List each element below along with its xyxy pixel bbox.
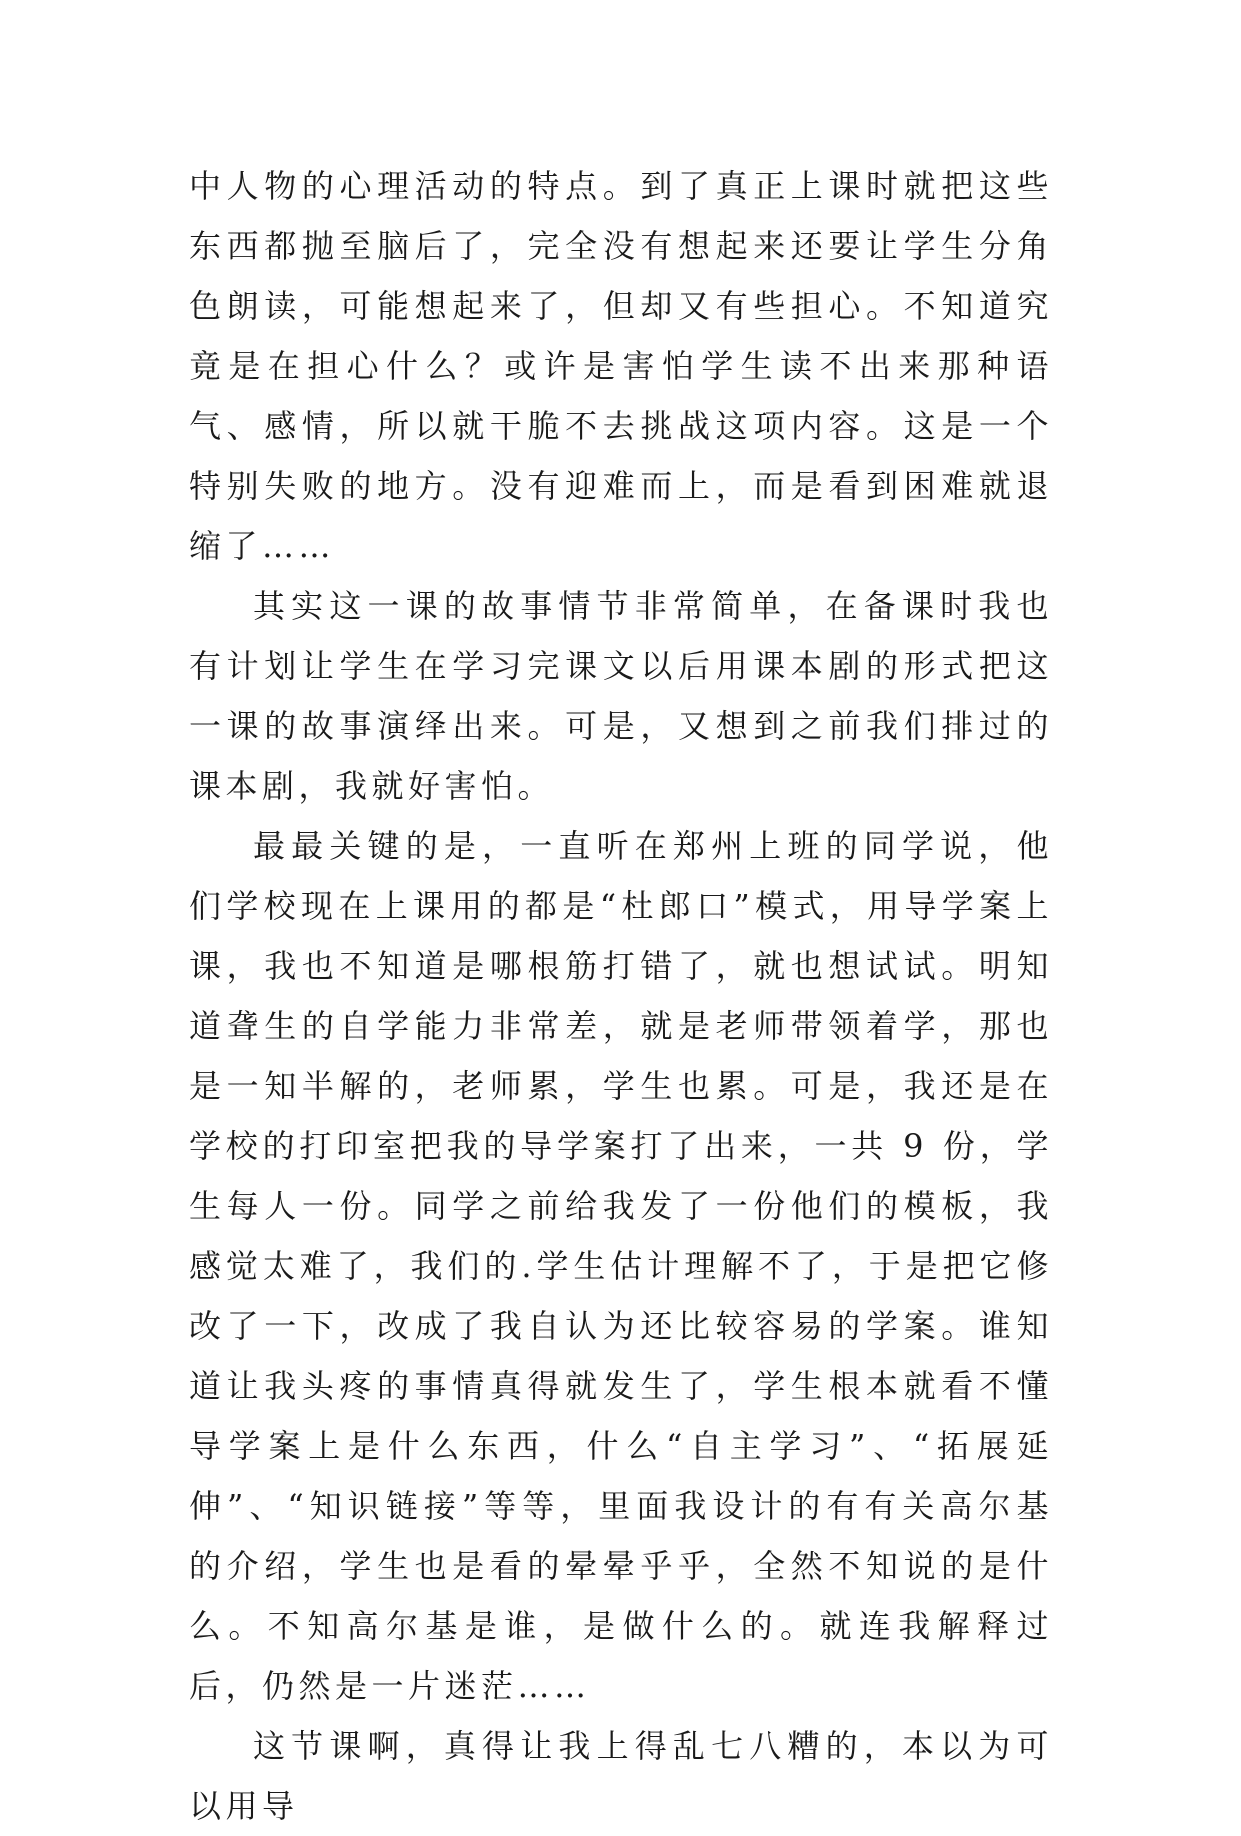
paragraph-1: 中人物的心理活动的特点。到了真正上课时就把这些东西都抛至脑后了，完全没有想起来还要让学生分角色朗读，可能想起来了，但却又有些担心。不知道究竟是在担心什么？或许是害怕学生读不出来那种语气、感情，所以就干脆不去挑战这项内容。这是一个特别失败的地方。没有迎难而上，而是看到困难就退缩了…… (189, 167, 1053, 565)
body-text (189, 156, 1053, 1836)
paragraph-3: 最最关键的是，一直听在郑州上班的同学说，他们学校现在上课用的都是“杜郎口”模式，用导学案上课，我也不知道是哪根筋打错了，就也想试试。明知道聋生的自学能力非常差，就是老师带领着学，那也是一知半解的，老师累，学生也累。可是，我还是在学校的打印室把我的导学案打了出来，一共 9 份，学生每人一份。同学之前给我发了一份他们的模板，我感觉太难了，我们的.学生估计理解不了，于是把它修改了一下，改成了我自认为还比较容易的学案。谁知道让我头疼的事情真得就发生了，学生根本就看不懂导学案上是什么东西，什么“自主学习”、“拓展延伸”、“知识链接”等等，里面我设计的有有关高尔基的介绍，学生也是看的晕晕乎乎，全然不知说的是什么。不知高尔基是谁，是做什么的。就连我解释过后，仍然是一片迷茫…… (189, 827, 1053, 1705)
paragraph-4: 这节课啊，真得让我上得乱七八糟的，本以为可以用导 (189, 1727, 1053, 1825)
paragraph-2: 其实这一课的故事情节非常简单，在备课时我也有计划让学生在学习完课文以后用课本剧的形式把这一课的故事演绎出来。可是，又想到之前我们排过的课本剧，我就好害怕。 (189, 587, 1053, 805)
